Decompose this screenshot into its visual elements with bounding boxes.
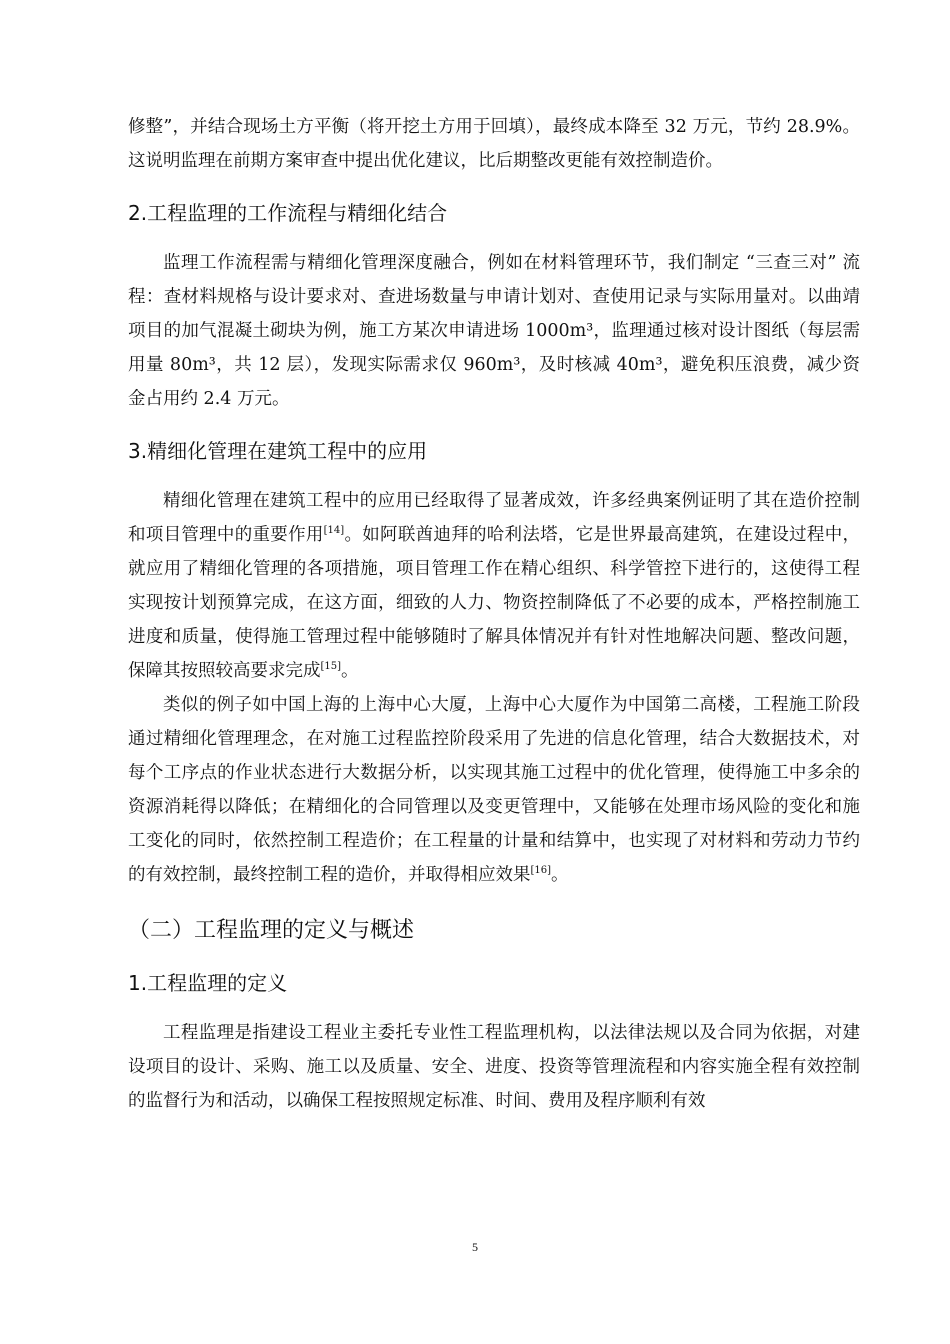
- paragraph-text: 。如阿联酋迪拜的哈利法塔，它是世界最高建筑，在建设过程中，就应用了精细化管理的各项措施，项目管理工作在精心组织、科学管控下进行的，这使得工程实现按计划预算完成，在这方面，细致的人力、物资控制降低了不必要的成本，严格控制施工进度和质量，使得施工管理过程中能够随时了解具体情况并有针对性地解决问题、整改问题，保障其按照较高要求完成: [128, 525, 861, 681]
- heading-definition: 1.工程监理的定义: [128, 971, 288, 995]
- heading-section-2: （二）工程监理的定义与概述: [128, 918, 415, 943]
- citation-ref-14: [14]: [323, 525, 345, 537]
- paragraph-text: 类似的例子如中国上海的上海中心大厦，上海中心大厦作为中国第二高楼，工程施工阶段通过精细化管理理念，在对施工过程监控阶段采用了先进的信息化管理，结合大数据技术，对每个工序点的作业状态进行大数据分析，以实现其施工过程中的优化管理，使得施工中多余的资源消耗得以降低；在精细化的合同管理以及变更管理中，又能够在处理市场风险的变化和施工变化的同时，依然控制工程造价；在工程量的计量和结算中，也实现了对材料和劳动力节约的有效控制，最终控制工程的造价，并取得相应效果: [128, 695, 860, 885]
- page-number: 5: [472, 1240, 478, 1254]
- paragraph-definition: 工程监理是指建设工程业主委托专业性工程监理机构，以法律法规以及合同为依据，对建设项目的设计、采购、施工以及质量、安全、进度、投资等管理流程和内容实施全程有效控制的监督行为和活动，以确保工程按照规定标准、时间、费用及程序顺利有效: [128, 1023, 860, 1111]
- citation-ref-16: [16]: [530, 865, 552, 877]
- citation-ref-15: [15]: [320, 661, 342, 673]
- paragraph-cost-saving: 修整”，并结合现场土方平衡（将开挖土方用于回填），最终成本降至 32 万元，节约 28.9%。这说明监理在前期方案审查中提出优化建议，比后期整改更能有效控制造价。: [128, 117, 860, 171]
- page-content: [128, 110, 860, 1118]
- paragraph-text: 。: [341, 661, 359, 681]
- heading-workflow: 2.工程监理的工作流程与精细化结合: [128, 201, 448, 225]
- paragraph-text: 。: [551, 865, 569, 885]
- paragraph-burj-khalifa: [128, 484, 860, 688]
- heading-application: 3.精细化管理在建筑工程中的应用: [128, 439, 428, 463]
- paragraph-workflow: 监理工作流程需与精细化管理深度融合，例如在材料管理环节，我们制定 “三查三对” 流程：查材料规格与设计要求对、查进场数量与申请计划对、查使用记录与实际用量对。以曲靖项目的加气混凝土砌块为例，施工方某次申请进场 1000m³，监理通过核对设计图纸（每层需用量 80m³，共 12 层），发现实际需求仅 960m³，及时核减 40m³，避免积压浪费，减少资金占用约 2.4 万元。: [128, 253, 860, 409]
- paragraph-shanghai-tower: [128, 688, 860, 892]
- paragraph-text: 精细化管理在建筑工程中的应用已经取得了显著成效，许多经典案例证明了其在造价控制和项目管理中的重要作用: [128, 491, 860, 545]
